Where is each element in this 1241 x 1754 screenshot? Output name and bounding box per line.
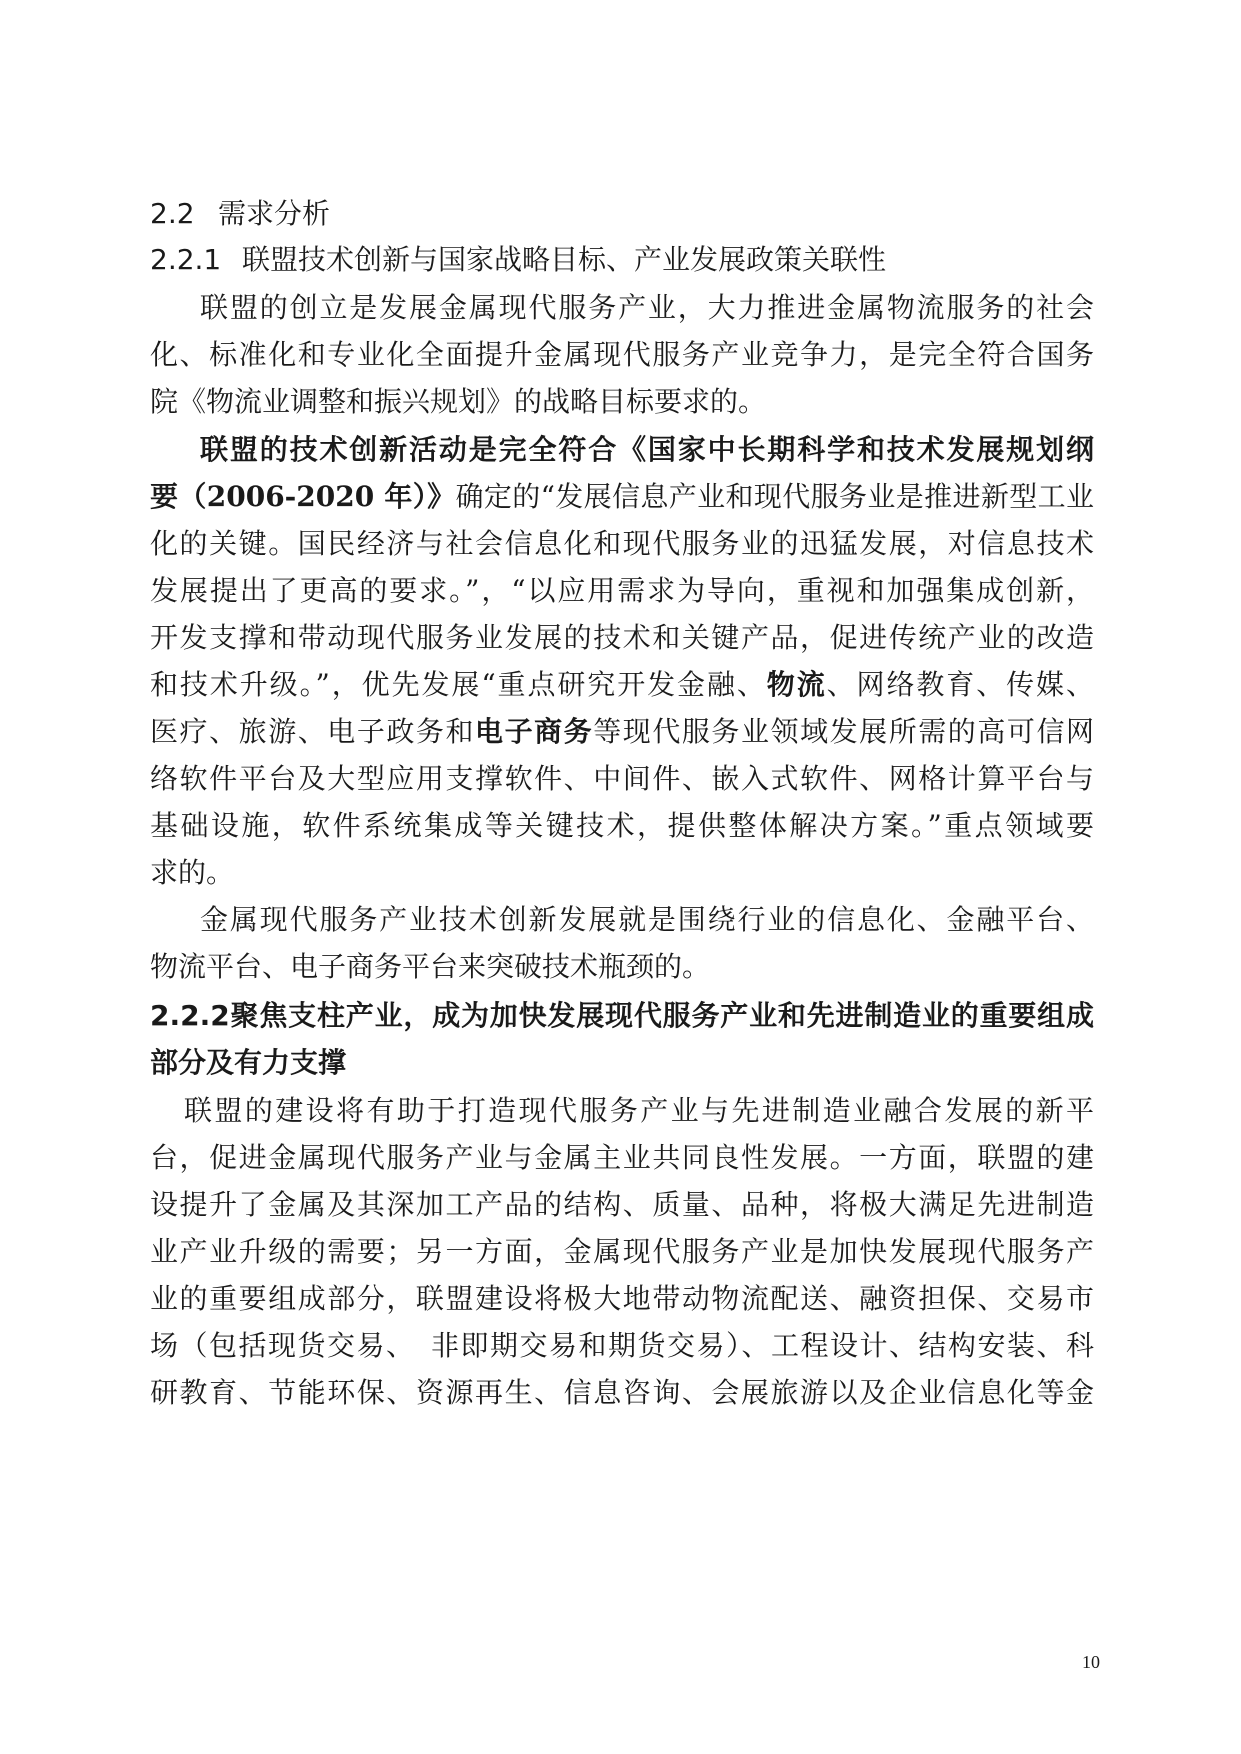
section-heading-2-2-1 <box>150 240 1094 280</box>
paragraph-line: 物流平台、电子商务平台来突破技术瓶颈的。 <box>150 950 711 983</box>
section-title: 需求分析 <box>218 197 331 230</box>
paragraph-line <box>150 712 1094 752</box>
text-run: 确定的“发展信息产业和现代服务业是推进新型工业 <box>455 480 1094 513</box>
paragraph-line <box>150 665 1094 705</box>
page-number: 10 <box>1082 1652 1100 1672</box>
paragraph-line: 络软件平台及大型应用支撑软件、中间件、嵌入式软件、网格计算平台与 <box>150 762 1094 795</box>
paragraph-line: 联盟的创立是发展金属现代服务产业，大力推进金属物流服务的社会 <box>200 291 1094 324</box>
paragraph-line: 台，促进金属现代服务产业与金属主业共同良性发展。一方面，联盟的建 <box>150 1141 1094 1174</box>
section-heading-2-2-2: 2.2.2聚焦支柱产业，成为加快发展现代服务产业和先进制造业的重要组成 <box>150 999 1094 1032</box>
section-number: 2.2 <box>150 197 195 230</box>
text-run: 医疗、旅游、电子政务和 <box>150 715 476 748</box>
paragraph-line: 业的重要组成部分，联盟建设将极大地带动物流配送、融资担保、交易市 <box>150 1282 1094 1315</box>
section-heading-2-2 <box>150 194 1094 234</box>
paragraph-line: 业产业升级的需要；另一方面，金属现代服务产业是加快发展现代服务产 <box>150 1235 1094 1268</box>
section-title: 联盟技术创新与国家战略目标、产业发展政策关联性 <box>242 243 887 276</box>
text-run: 、网络教育、传媒、 <box>826 668 1094 701</box>
paragraph-line: 金属现代服务产业技术创新发展就是围绕行业的信息化、金融平台、 <box>200 903 1094 936</box>
paragraph-line: 研教育、节能环保、资源再生、信息咨询、会展旅游以及企业信息化等金 <box>150 1376 1094 1409</box>
paragraph-line: 求的。 <box>150 856 235 889</box>
paragraph-line: 化的关键。国民经济与社会信息化和现代服务业的迅猛发展，对信息技术 <box>150 527 1094 560</box>
bold-text: 物流 <box>766 668 827 701</box>
section-number: 2.2.1 <box>150 243 222 276</box>
paragraph-line: 化、标准化和专业化全面提升金属现代服务产业竞争力，是完全符合国务 <box>150 338 1094 371</box>
text-run: 等现代服务业领域发展所需的高可信网 <box>593 715 1094 748</box>
paragraph-line: 基础设施，软件系统集成等关键技术，提供整体解决方案。”重点领域要 <box>150 809 1094 842</box>
paragraph-line: 发展提出了更高的要求。”，“以应用需求为导向，重视和加强集成创新， <box>150 574 1094 607</box>
paragraph-line: 联盟的技术创新活动是完全符合《国家中长期科学和技术发展规划纲 <box>200 433 1094 466</box>
section-heading-2-2-2-cont: 部分及有力支撑 <box>150 1046 347 1079</box>
paragraph-line: 场（包括现货交易、 非即期交易和期货交易）、工程设计、结构安装、科 <box>150 1329 1094 1362</box>
text-run: 和技术升级。”，优先发展“重点研究开发金融、 <box>150 668 767 701</box>
paragraph-line: 设提升了金属及其深加工产品的结构、质量、品种，将极大满足先进制造 <box>150 1188 1094 1221</box>
paragraph-line <box>150 477 1094 517</box>
paragraph-line: 开发支撑和带动现代服务业发展的技术和关键产品，促进传统产业的改造 <box>150 621 1094 654</box>
paragraph-line: 院《物流业调整和振兴规划》的战略目标要求的。 <box>150 385 767 418</box>
bold-text: 要（2006-2020 年）》 <box>150 480 456 513</box>
bold-text: 电子商务 <box>475 715 594 748</box>
paragraph-line: 联盟的建设将有助于打造现代服务产业与先进制造业融合发展的新平 <box>184 1094 1094 1127</box>
